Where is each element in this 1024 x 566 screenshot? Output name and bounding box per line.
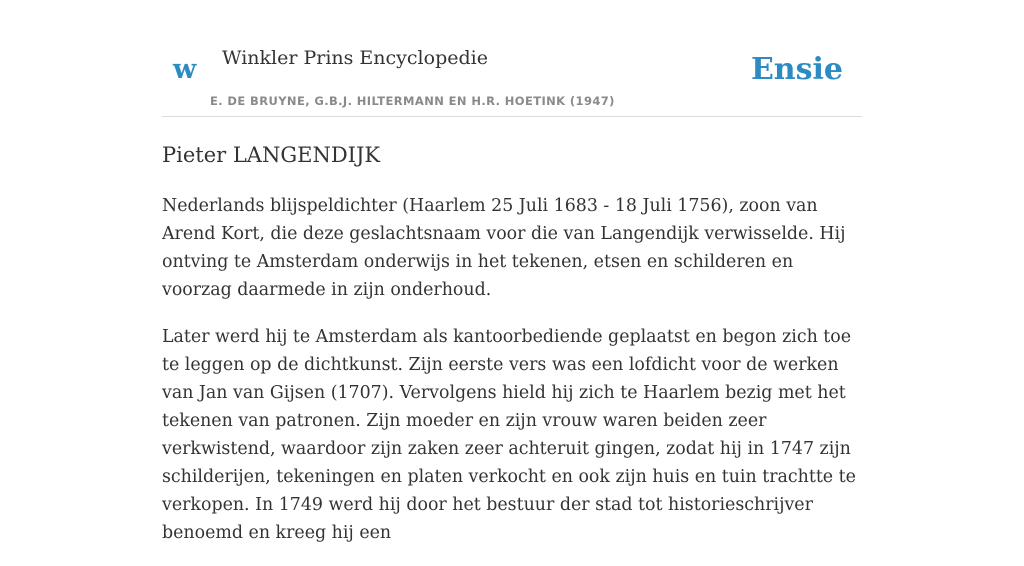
book-title[interactable]: Winkler Prins Encyclopedie <box>222 47 488 69</box>
content-container <box>162 0 862 543</box>
header <box>162 0 862 117</box>
winkler-prins-logo-icon[interactable]: w <box>173 54 197 85</box>
article-body <box>162 192 862 566</box>
ensie-brand-logo[interactable]: Ensie <box>750 52 843 87</box>
article-title: Pieter LANGENDIJK <box>162 143 381 167</box>
article-paragraph: Later werd hij te Amsterdam als kantoorbediende geplaatst en begon zich toe te leggen op de dichtkunst. Zijn eerste vers was een lofdicht voor de werken van Jan van Gijsen (1707). Vervolgens hield hij zich te Haarlem bezig met het tekenen van patronen. Zijn moeder en zijn vrouw waren beiden zeer verkwistend, waardoor zijn zaken zeer achteruit gingen, zodat hij in 1747 zijn schilderijen, tekeningen en platen verkocht en ook zijn huis en tuin trachtte te verkopen. In 1749 werd hij door het bestuur der stad tot historieschrijver benoemd en kreeg hij een <box>162 327 856 543</box>
article-paragraph: Nederlands blijspeldichter (Haarlem 25 Juli 1683 - 18 Juli 1756), zoon van Arend Kort, die deze geslachtsnaam voor die van Langendijk verwisselde. Hij ontving te Amsterdam onderwijs in het tekenen, etsen en schilderen en voorzag daarmede in zijn onderhoud. <box>162 196 846 300</box>
book-authors: E. DE BRUYNE, G.B.J. HILTERMANN EN H.R. HOETINK (1947) <box>210 94 615 108</box>
